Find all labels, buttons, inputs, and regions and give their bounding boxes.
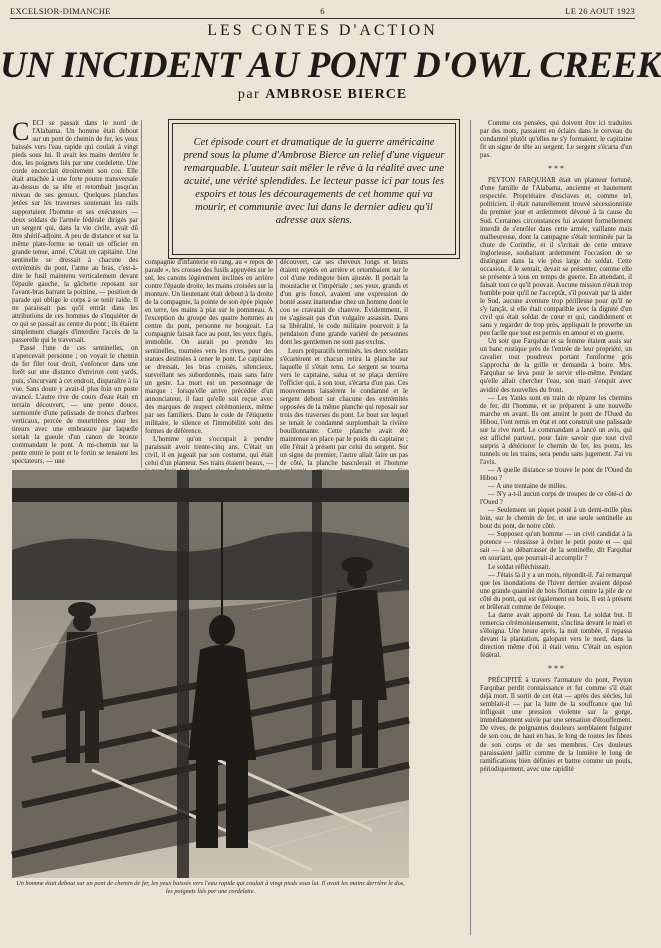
column-rule xyxy=(470,120,471,935)
story-title: UN INCIDENT AU PONT D'OWL CREEK xyxy=(0,45,661,86)
issue-date: LE 26 AOUT 1923 xyxy=(565,6,635,16)
story-illustration xyxy=(12,470,409,878)
author-name: AMBROSE BIERCE xyxy=(265,87,408,102)
publication-name: EXCELSIOR-DIMANCHE xyxy=(10,6,111,16)
paragraph: L'homme qu'on s'occupait à pendre paraissait avoir trente-cinq ans. C'était un civil, il en jugeait par son costume, qui était celui d'un planteur. Ses traits étaient beaux, — xyxy=(145,436,273,468)
dialogue-line: — N'y a-t-il aucun corps de troupes de ce côté-ci de l'Oued ? xyxy=(480,491,632,507)
paragraph: ECI se passait dans le nord de l'Alabama. Un homme était debout sur un pont de chemin de fer, les yeux baissés vers l'eau rapide qui coulait à vingt pieds sous lui. Il avait les mains derrière le dos, les poignets liés par une cordelette. Une corde encerclait étroitement son cou. Elle était attachée à une forte poutre transversale au-dessus de sa tête et retombait jusqu'au niveau de ses genoux. Quelques planches jetées sur les traverses soutenant les rails supportaient l'homme et ses exécuteurs — deux soldats de l'armée fédérale dirigés par un sergent qui, dans la vie civile, avait dû être shérif-adjoint. A peu de distance et sur la même plate-forme se tenait un officier en grande tenue, armé. C'était un capitaine. Une sentinelle se dressait à chacune des extrémités du pont, l'arme au bras, c'est-à-dire le fusil maintenu verticalement devant l'épaule gauche, la gâchette reposant sur l'avant-bras barrant la poitrine, — position de parade qui oblige le corps à se tenir raide. Il ne paraissait pas qu'il entrât dans les attributions de ces hommes de s'inquiéter de ce qui se passait au centre du pont ; ils étaient simplement chargés d'interdire l'accès de la passerelle qui le traversait. xyxy=(12,120,138,345)
paragraph: compagnie d'infanterie en rang, au « repos de parade », les crosses des fusils appuyées sur le sol, les canons légèrement inclinés en arrière contre l'épaule droite, les mains croisées sur la monture. Un lieutenant était debout à la droite de la compagnie, la pointe de son épée piquée en terre, les mains à plat sur le pommeau. A l'exception du groupe des quatre hommes au centre du pont, personne ne bougeait. La compagnie faisait face au pont, les yeux figés, immobile. On aurait pu prendre les sentinelles, tournées vers les rives, pour des statues destinées à orner le pont. Le capitaine se dressait, les bras croisés, silencieux, surveillant ses subordonnés, mais sans faire un geste. La mort est un personnage de marque : lorsqu'elle arrive précédée d'un annonciateur, il faut qu'elle soit reçue avec des marques de respect cérémonieux, même par ses familiers. Dans le code de l'étiquette militaire, le silence et l'immobilité sont des formes de déférence. xyxy=(145,259,274,435)
column-1 xyxy=(12,117,138,468)
paragraph: Comme ces pensées, qui doivent être ici traduites par des mots, passaient en éclairs dans le cerveau du condamné plutôt qu'elles ne s'y formaient, le capitaine fit un signe de tête au sergent. Le sergent s'écarta d'un pas. xyxy=(480,120,632,160)
byline-prefix: par xyxy=(237,87,261,102)
dialogue-line: — Supposez qu'un homme — un civil candidat à la potence — réussisse à éviter le petit poste et — qui sait — à se débarrasser de la sentinelle, dit Farquhar en souriant, que pourrait-il accomplir ? xyxy=(480,531,632,563)
illustration-caption: Un homme était debout sur un pont de chemin de fer, les yeux baissés vers l'eau rapide qui coulait à vingt pieds sous lui. Il avait les mains derrière le dos, les poignets liés par une cordelette. xyxy=(16,880,405,895)
dialogue-line: — A quelle distance se trouve le pont de l'Oued du Hibou ? xyxy=(480,466,632,483)
dialogue-line: — A une trentaine de milles. xyxy=(488,483,567,491)
dialogue-line: — Seulement un piquet posté à un demi-mille plus loin, sur le chemin de fer, et une seule sentinelle au bout du pont, de notre côté. xyxy=(480,507,632,531)
intro-box xyxy=(172,123,456,255)
section-separator: * * * xyxy=(548,164,564,174)
paragraph: Passé l'une de ces sentinelles, on n'apercevait personne ; on voyait le chemin de fer filer tout droit, s'enfoncer dans une forêt sur une distance d'environ cent yards, puis, s'incurvant à cet endroit, disparaître à la vue. Sans doute y avait-il plus loin un poste avancé. L'autre rive du cours d'eau était en terrain découvert, — une pente douce, surmontée d'une palissade de troncs d'arbres verticaux, percée de meurtrières pour les tireurs avec une embrasure par laquelle sortait la gueule d'un canon de bronze commandant le pont. A mi-chemin sur la pente entre le pont et le fortin se tenaient les spectateurs, — une xyxy=(12,345,138,465)
paragraph: PEYTON FARQUHAR était un planteur fortuné, d'une famille de l'Alabama, ancienne et hautement respectée. Propriétaire d'esclaves et, comme tel, politicien, il était naturellement trouvé sécessionniste du premier jour et ardemment dévoué à la cause du Sud. Certaines circonstances lui avaient formellement interdit de s'enrôler dans cette armée, vaillante mais malheureuse, dont la campagne s'était terminée par la chute de Corinthe, et il s'irritait de cette entrave inglorieuse, souhaitant ardemment l'occasion de se distinguer dans la vie plus large du soldat. Cette occasion, il le sentait, devait se présenter, comme elle se présente à tous en temps de guerre. En attendant, il faisait tout ce qu'il pouvait. Aucune mission n'était trop humble pour qu'il ne l'acceptât, s'il pouvait par là aider le Sud, aucune aventure trop périlleuse pour qu'il ne s'y lançât, si elle était compatible avec la dignité d'un civil qui était soldat de cœur et qui, candidement et sans y regarder de trop près, appliquait le proverbe un peu facile que tout est permis en amour et en guerre. xyxy=(480,177,632,338)
paragraph: PRÉCIPITÉ à travers l'armature du pont, Peyton Farquhar perdit connaissance et fut comme s'il était déjà mort. Il sortit de cet état — après des siècles, lui semblait-il — par la lutte de la souffrance que lui infligeait une pression violente sur la gorge, immédiatement suivie par une sensation d'étouffement. De vives, de poignantes douleurs semblaient fulgurer de son cou, de haut en bas, le long de toutes les fibres de son corps et de ses membres. Ces douleurs paraissaient jaillir comme de la lumière le long de ramifications bien définies et battre comme un pouls, périodiquement, avec une rapidité xyxy=(480,677,632,773)
series-title: LES CONTES D'ACTION xyxy=(207,22,438,39)
paragraph: Un soir que Farquhar et sa femme étaient assis sur un banc rustique près de l'entrée de leur propriété, un cavalier tout poudreux portant l'uniforme gris s'approcha de la grille et demanda à boire. Mrs. Farquhar se leva pour le servir elle-même. Pendant qu'elle allait chercher l'eau, son mari s'enquit avec avidité des nouvelles du front. xyxy=(480,338,632,394)
byline xyxy=(0,87,645,103)
paragraph: Le soldat réfléchissait. xyxy=(488,563,551,571)
bridge-scene-image xyxy=(12,470,409,878)
section-separator: * * * xyxy=(548,664,564,674)
dialogue-line: — J'étais là il y a un mois, répondit-il. J'ai remarqué que les inondations de l'hiver dernier avaient déposé une grande quantité de bois flottant contre la pile de ce côté du pont, qui est également en bois. Il est à présent et brûlerait comme de l'étoupe. xyxy=(480,571,632,611)
column-2 xyxy=(145,259,273,468)
running-head xyxy=(10,6,635,19)
dialogue-line: — Les Yanks sont en train de réparer les chemins de fer, dit l'homme, et se préparent à une nouvelle marche en avant. Ils ont atteint le pont de l'Oued du Hibou, l'ont remis en état et ont construit une palissade sur la rive nord. Le commandant a lancé un avis, qui est affiché partout, pour faire savoir que tout civil surpris à détériorer le chemin de fer, les ponts, les tunnels ou les trains, sera pendu sans jugement. J'ai vu l'avis. xyxy=(480,394,632,466)
paragraph: La dame avait apporté de l'eau. Le soldat but. Il remercia cérémonieusement, s'inclina devant le mari et s'éloigna. Une heure après, la nuit tombée, il repassa devant la plantation, galopant vers le nord, dans la direction même d'où il était venu. C'était un espion fédéral. xyxy=(480,611,632,660)
column-4 xyxy=(480,120,632,935)
column-rule xyxy=(141,120,142,468)
paragraph: découvert, car ses cheveux longs et bruns étaient rejetés en arrière et retombaient sur le col d'une redingote bien ajustée. Il portait la moustache et l'impériale ; ses yeux, grands et d'un gris foncé, avaient une expression de bonté assez inattendue chez un homme dont le cou se cravatait de chanvre. Évidemment, il ne s'agissait pas d'un vulgaire assassin. Dans sa libéralité, le code militaire pourvoit à la pendaison d'une grande variété de personnes dont les gentlemen ne sont pas exclus. xyxy=(280,259,409,347)
column-rule xyxy=(276,259,277,468)
drop-cap: C xyxy=(12,117,30,146)
intro-text: Cet épisode court et dramatique de la guerre américaine prend sous la plume d'Ambrose Bierce un relief d'une vigueur remarquable. L'auteur sait mêler le rêve à la réalité avec une acuité, une vérité splendides. Le lecteur passe ici par tous les espoirs et tous les découragements de cet homme qui va mourir, et communie avec lui dans le dernier adieu qu'il adresse aux siens. xyxy=(183,137,445,226)
paragraph: Leurs préparatifs terminés, les deux soldats s'écartèrent et chacun retira la planche sur laquelle il s'était tenu. Le sergent se tourna vers le capitaine, salua et se plaça derrière l'officier qui, à son tour, s'écarta d'un pas. Ces mouvements laissèrent le condamné et le sergent debout sur chacune des extrémités opposées de la même planche qui reposait sur trois des traverses du pont. Le bout sur lequel se tenait le condamné surplombait la rivière bouillonnante. Cette planche avait été maintenue en place par le poids du capitaine ; elle l'était à présent par celui du sergent. Sur un signe du premier, l'autre allait faire un pas de côté, la planche basculerait et l'homme xyxy=(280,347,408,468)
page-number: 6 xyxy=(320,6,325,16)
